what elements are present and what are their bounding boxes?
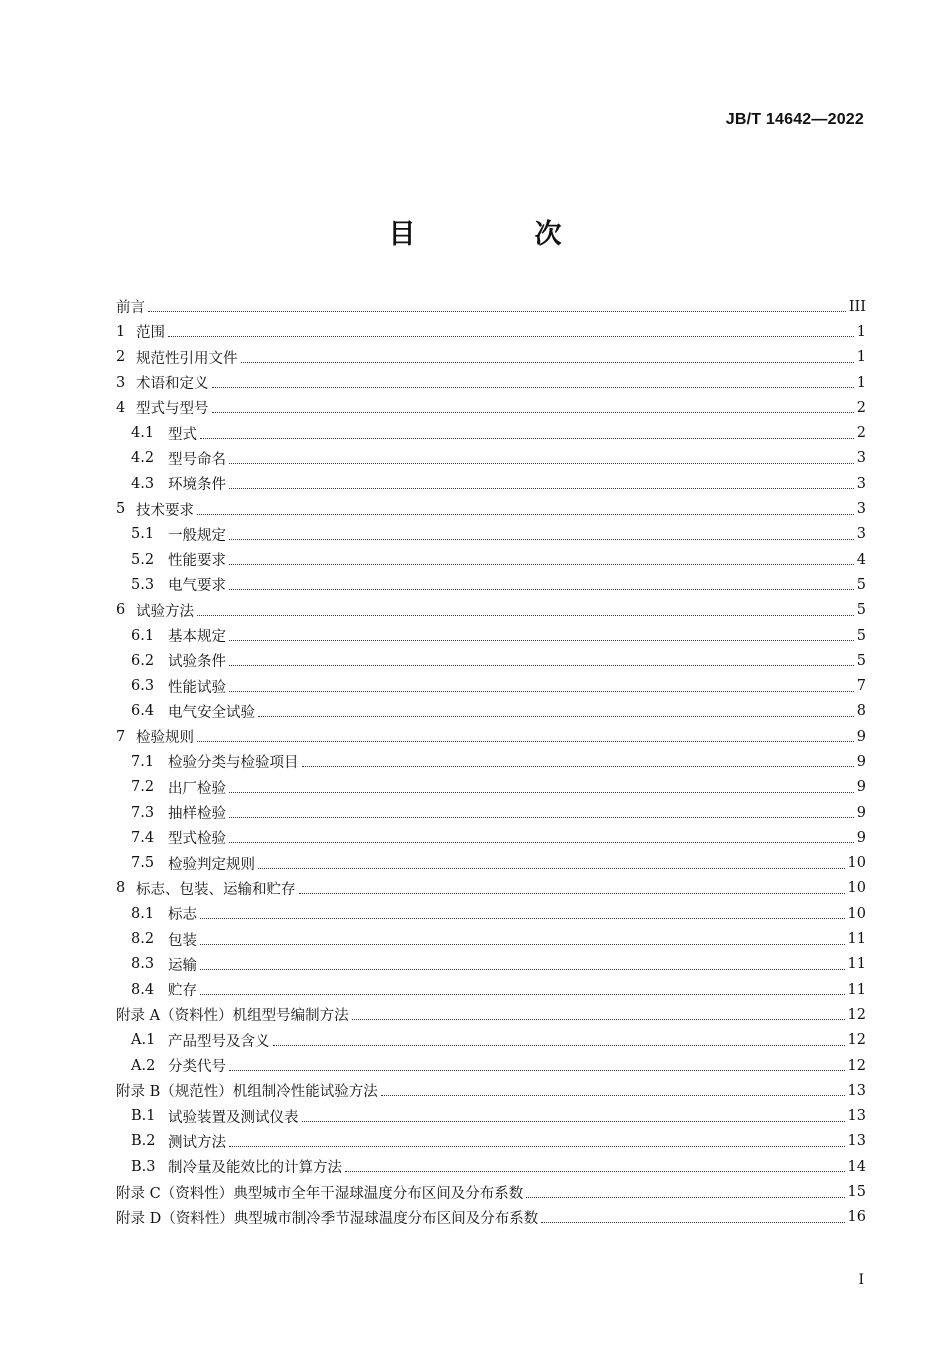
- toc-entry-page: 1: [856, 323, 866, 340]
- toc-entry-number: 4.2: [131, 450, 155, 467]
- toc-entry-label: 试验方法: [136, 603, 194, 620]
- toc-entry-number: 3: [116, 374, 126, 391]
- toc-entry: [116, 851, 866, 876]
- toc-entry-page: 9: [856, 804, 866, 821]
- toc-entry: [116, 775, 866, 800]
- toc-entry-page: 3: [856, 501, 866, 518]
- toc-entry-label: 附录 A（资料性）机组型号编制方法: [116, 1008, 349, 1025]
- toc-entry-label: 测试方法: [168, 1134, 226, 1151]
- toc-entry-page: 1: [856, 374, 866, 391]
- toc-entry-page: 10: [847, 905, 866, 922]
- toc-entry-number: 6.4: [131, 703, 155, 720]
- toc-entry-page: 12: [847, 1006, 866, 1023]
- toc-entry-number: 8.3: [131, 956, 155, 973]
- toc-entry: [116, 673, 866, 698]
- toc-entry-page: 5: [856, 652, 866, 669]
- toc-entry: [116, 749, 866, 774]
- toc-entry-label: 运输: [168, 957, 197, 974]
- toc-entry: [116, 1205, 866, 1230]
- toc-entry-label: 一般规定: [168, 527, 226, 544]
- toc-entry-number: 8: [116, 880, 126, 897]
- toc-entry-label: 规范性引用文件: [136, 350, 238, 367]
- toc-leader-dots: [212, 387, 854, 388]
- toc-entry: [116, 319, 866, 344]
- toc-entry-page: 11: [847, 931, 866, 948]
- toc-title: 目 次: [388, 219, 608, 250]
- toc-entry: [116, 420, 866, 445]
- toc-entry-label: 标志、包装、运输和贮存: [136, 881, 296, 898]
- toc-entry-page: 2: [856, 399, 866, 416]
- toc-entry-label: 型号命名: [168, 451, 226, 468]
- toc-leader-dots: [197, 615, 854, 616]
- toc-entry: [116, 800, 866, 825]
- toc-entry-label: 出厂检验: [168, 780, 226, 797]
- toc-leader-dots: [229, 842, 854, 843]
- toc-entry: [116, 294, 866, 319]
- toc-entry-label: 附录 C（资料性）典型城市全年干湿球温度分布区间及分布系数: [116, 1185, 524, 1202]
- toc-leader-dots: [200, 438, 854, 439]
- toc-entry-label: 性能要求: [168, 553, 226, 570]
- toc-entry-page: 13: [847, 1108, 866, 1125]
- toc-entry-page: 8: [856, 703, 866, 720]
- toc-leader-dots: [197, 741, 854, 742]
- toc-entry-number: B.3: [131, 1158, 156, 1175]
- toc-entry-number: 6.2: [131, 652, 155, 669]
- toc-leader-dots: [299, 893, 845, 894]
- toc-entry-page: 1: [856, 349, 866, 366]
- toc-entry-label: 前言: [116, 300, 145, 317]
- toc-entry-page: 10: [847, 855, 866, 872]
- toc-entry: [116, 547, 866, 572]
- toc-entry-number: 7.2: [131, 779, 155, 796]
- toc-entry-label: 标志: [168, 907, 197, 924]
- toc-entry-number: 5: [116, 501, 126, 518]
- toc-leader-dots: [197, 514, 854, 515]
- toc-leader-dots: [229, 1070, 845, 1071]
- toc-entry-label: 试验装置及测试仪表: [168, 1109, 299, 1126]
- toc-entry: [116, 1104, 866, 1129]
- toc-entry-number: 6.1: [131, 627, 155, 644]
- toc-entry: [116, 471, 866, 496]
- toc-entry: [116, 1028, 866, 1053]
- toc-entry: [116, 876, 866, 901]
- toc-entry: [116, 977, 866, 1002]
- toc-entry: [116, 395, 866, 420]
- toc-entry-page: 11: [847, 981, 866, 998]
- toc-entry-page: 12: [847, 1032, 866, 1049]
- toc-entry-number: 5.2: [131, 551, 155, 568]
- toc-leader-dots: [229, 488, 854, 489]
- toc-entry-number: 8.2: [131, 931, 155, 948]
- toc-entry-number: 7.5: [131, 855, 155, 872]
- toc-entry-page: 14: [847, 1158, 866, 1175]
- toc-entry-number: A.1: [131, 1032, 156, 1049]
- toc-leader-dots: [352, 1019, 845, 1020]
- toc-entry-number: 5.3: [131, 576, 155, 593]
- toc-entry-page: 9: [856, 829, 866, 846]
- toc-entry-page: 3: [856, 526, 866, 543]
- toc-leader-dots: [302, 766, 854, 767]
- toc-entry-page: 2: [856, 425, 866, 442]
- toc-entry: [116, 1179, 866, 1204]
- toc-entry-page: 5: [856, 602, 866, 619]
- toc-leader-dots: [229, 589, 854, 590]
- toc-entry-number: 4.3: [131, 475, 155, 492]
- toc-entry-page: 4: [856, 551, 866, 568]
- toc-entry-label: 基本规定: [168, 629, 226, 645]
- toc-entry-number: 4.1: [131, 425, 155, 442]
- toc-entry-label: 抽样检验: [168, 806, 226, 823]
- toc-entry-label: 技术要求: [136, 502, 194, 519]
- toc-entry-label: 术语和定义: [136, 376, 209, 393]
- toc-leader-dots: [302, 1121, 845, 1122]
- toc-entry-page: 3: [856, 475, 866, 492]
- toc-entry-label: 性能试验: [168, 679, 226, 696]
- toc-entry-label: 型式: [168, 426, 197, 443]
- toc-entry-page: 12: [847, 1057, 866, 1074]
- toc-leader-dots: [168, 336, 854, 337]
- toc-leader-dots: [345, 1171, 845, 1172]
- toc-entry-label: 电气要求: [168, 578, 226, 595]
- toc-entry: [116, 598, 866, 623]
- toc-leader-dots: [229, 564, 854, 565]
- toc-entry: [116, 724, 866, 749]
- standard-number: JB/T 14642—2022: [725, 111, 864, 128]
- toc-entry-label: 包装: [168, 932, 197, 949]
- toc-leader-dots: [229, 1146, 845, 1147]
- toc-entry: [116, 572, 866, 597]
- toc-entry-label: 型式检验: [168, 831, 226, 848]
- toc-leader-dots: [200, 918, 845, 919]
- toc-entry-label: 电气安全试验: [168, 704, 255, 721]
- toc-leader-dots: [241, 362, 854, 363]
- toc-leader-dots: [200, 944, 845, 945]
- toc-entry-number: 6.3: [131, 678, 155, 695]
- toc-entry-page: 15: [847, 1184, 866, 1201]
- toc-entry-page: 16: [847, 1209, 866, 1226]
- toc-entry-number: 1: [116, 323, 126, 340]
- toc-entry-label: 分类代号: [168, 1059, 226, 1076]
- toc-entry: [116, 522, 866, 547]
- toc-entry-label: 附录 D（资料性）典型城市制冷季节湿球温度分布区间及分布系数: [116, 1210, 539, 1227]
- toc-leader-dots: [541, 1222, 844, 1223]
- toc-entry-page: 11: [847, 956, 866, 973]
- toc-entry: [116, 901, 866, 926]
- toc-leader-dots: [229, 792, 854, 793]
- toc-entry-number: 2: [116, 349, 126, 366]
- toc-entry-label: 检验判定规则: [168, 856, 255, 873]
- toc-entry-page: 3: [856, 450, 866, 467]
- toc-entry-label: 检验规则: [136, 730, 194, 747]
- toc-leader-dots: [258, 868, 845, 869]
- toc-entry-label: 制冷量及能效比的计算方法: [168, 1160, 342, 1177]
- toc-entry-number: 6: [116, 602, 126, 619]
- toc-entry-page: 9: [856, 779, 866, 796]
- toc-entry: [116, 496, 866, 521]
- toc-entry-page: 10: [847, 880, 866, 897]
- toc-entry-number: 5.1: [131, 526, 155, 543]
- toc-entry: [116, 1053, 866, 1078]
- toc-entry-number: 7.3: [131, 804, 155, 821]
- toc-entry-number: 7: [116, 728, 126, 745]
- toc-leader-dots: [200, 994, 845, 995]
- toc-leader-dots: [212, 412, 854, 413]
- toc-leader-dots: [229, 817, 854, 818]
- toc-entry-number: B.2: [131, 1133, 156, 1150]
- toc-entry-number: 7.4: [131, 829, 155, 846]
- toc-entry-label: 贮存: [168, 983, 197, 1000]
- toc-leader-dots: [229, 665, 854, 666]
- toc-entry-label: 型式与型号: [136, 401, 209, 418]
- toc-entry-number: 7.1: [131, 753, 155, 770]
- toc-entry-label: 检验分类与检验项目: [168, 755, 299, 772]
- toc-entry-label: 范围: [136, 325, 165, 342]
- toc-entry-page: 13: [847, 1133, 866, 1150]
- toc-entry-page: 13: [847, 1082, 866, 1099]
- toc-entry-page: 9: [856, 753, 866, 770]
- toc-entry: [116, 1129, 866, 1154]
- toc-entry: [116, 825, 866, 850]
- toc-entry-number: 8.4: [131, 981, 155, 998]
- toc-entry: [116, 446, 866, 471]
- toc-entry-label: 试验条件: [168, 654, 226, 671]
- toc-entry-number: B.1: [131, 1108, 156, 1125]
- toc-entry: [116, 648, 866, 673]
- toc-entry-page: 7: [856, 678, 866, 695]
- toc-entry-page: 9: [856, 728, 866, 745]
- toc-entry: [116, 926, 866, 951]
- table-of-contents: [116, 294, 866, 1230]
- toc-entry-page: 5: [856, 576, 866, 593]
- toc-entry: [116, 370, 866, 395]
- toc-leader-dots: [229, 640, 854, 641]
- toc-entry: [116, 699, 866, 724]
- toc-entry-number: 4: [116, 399, 126, 416]
- toc-entry-page: 5: [856, 627, 866, 644]
- toc-leader-dots: [273, 1045, 845, 1046]
- toc-entry: [116, 345, 866, 370]
- toc-leader-dots: [258, 716, 854, 717]
- toc-leader-dots: [229, 539, 854, 540]
- toc-entry: [116, 1002, 866, 1027]
- toc-entry: [116, 623, 866, 648]
- toc-leader-dots: [148, 311, 846, 312]
- toc-entry-label: 产品型号及含义: [168, 1033, 270, 1050]
- toc-leader-dots: [381, 1095, 845, 1096]
- toc-leader-dots: [229, 691, 854, 692]
- toc-leader-dots: [200, 969, 845, 970]
- toc-entry-label: 附录 B（规范性）机组制冷性能试验方法: [116, 1084, 378, 1101]
- toc-entry: [116, 1154, 866, 1179]
- toc-entry: [116, 1078, 866, 1103]
- toc-entry-number: 8.1: [131, 905, 155, 922]
- toc-leader-dots: [526, 1197, 844, 1198]
- toc-entry-page: III: [848, 298, 866, 315]
- toc-entry: [116, 952, 866, 977]
- toc-entry-label: 环境条件: [168, 477, 226, 494]
- toc-leader-dots: [229, 463, 854, 464]
- toc-entry-number: A.2: [131, 1057, 156, 1074]
- page-number: I: [858, 1272, 864, 1288]
